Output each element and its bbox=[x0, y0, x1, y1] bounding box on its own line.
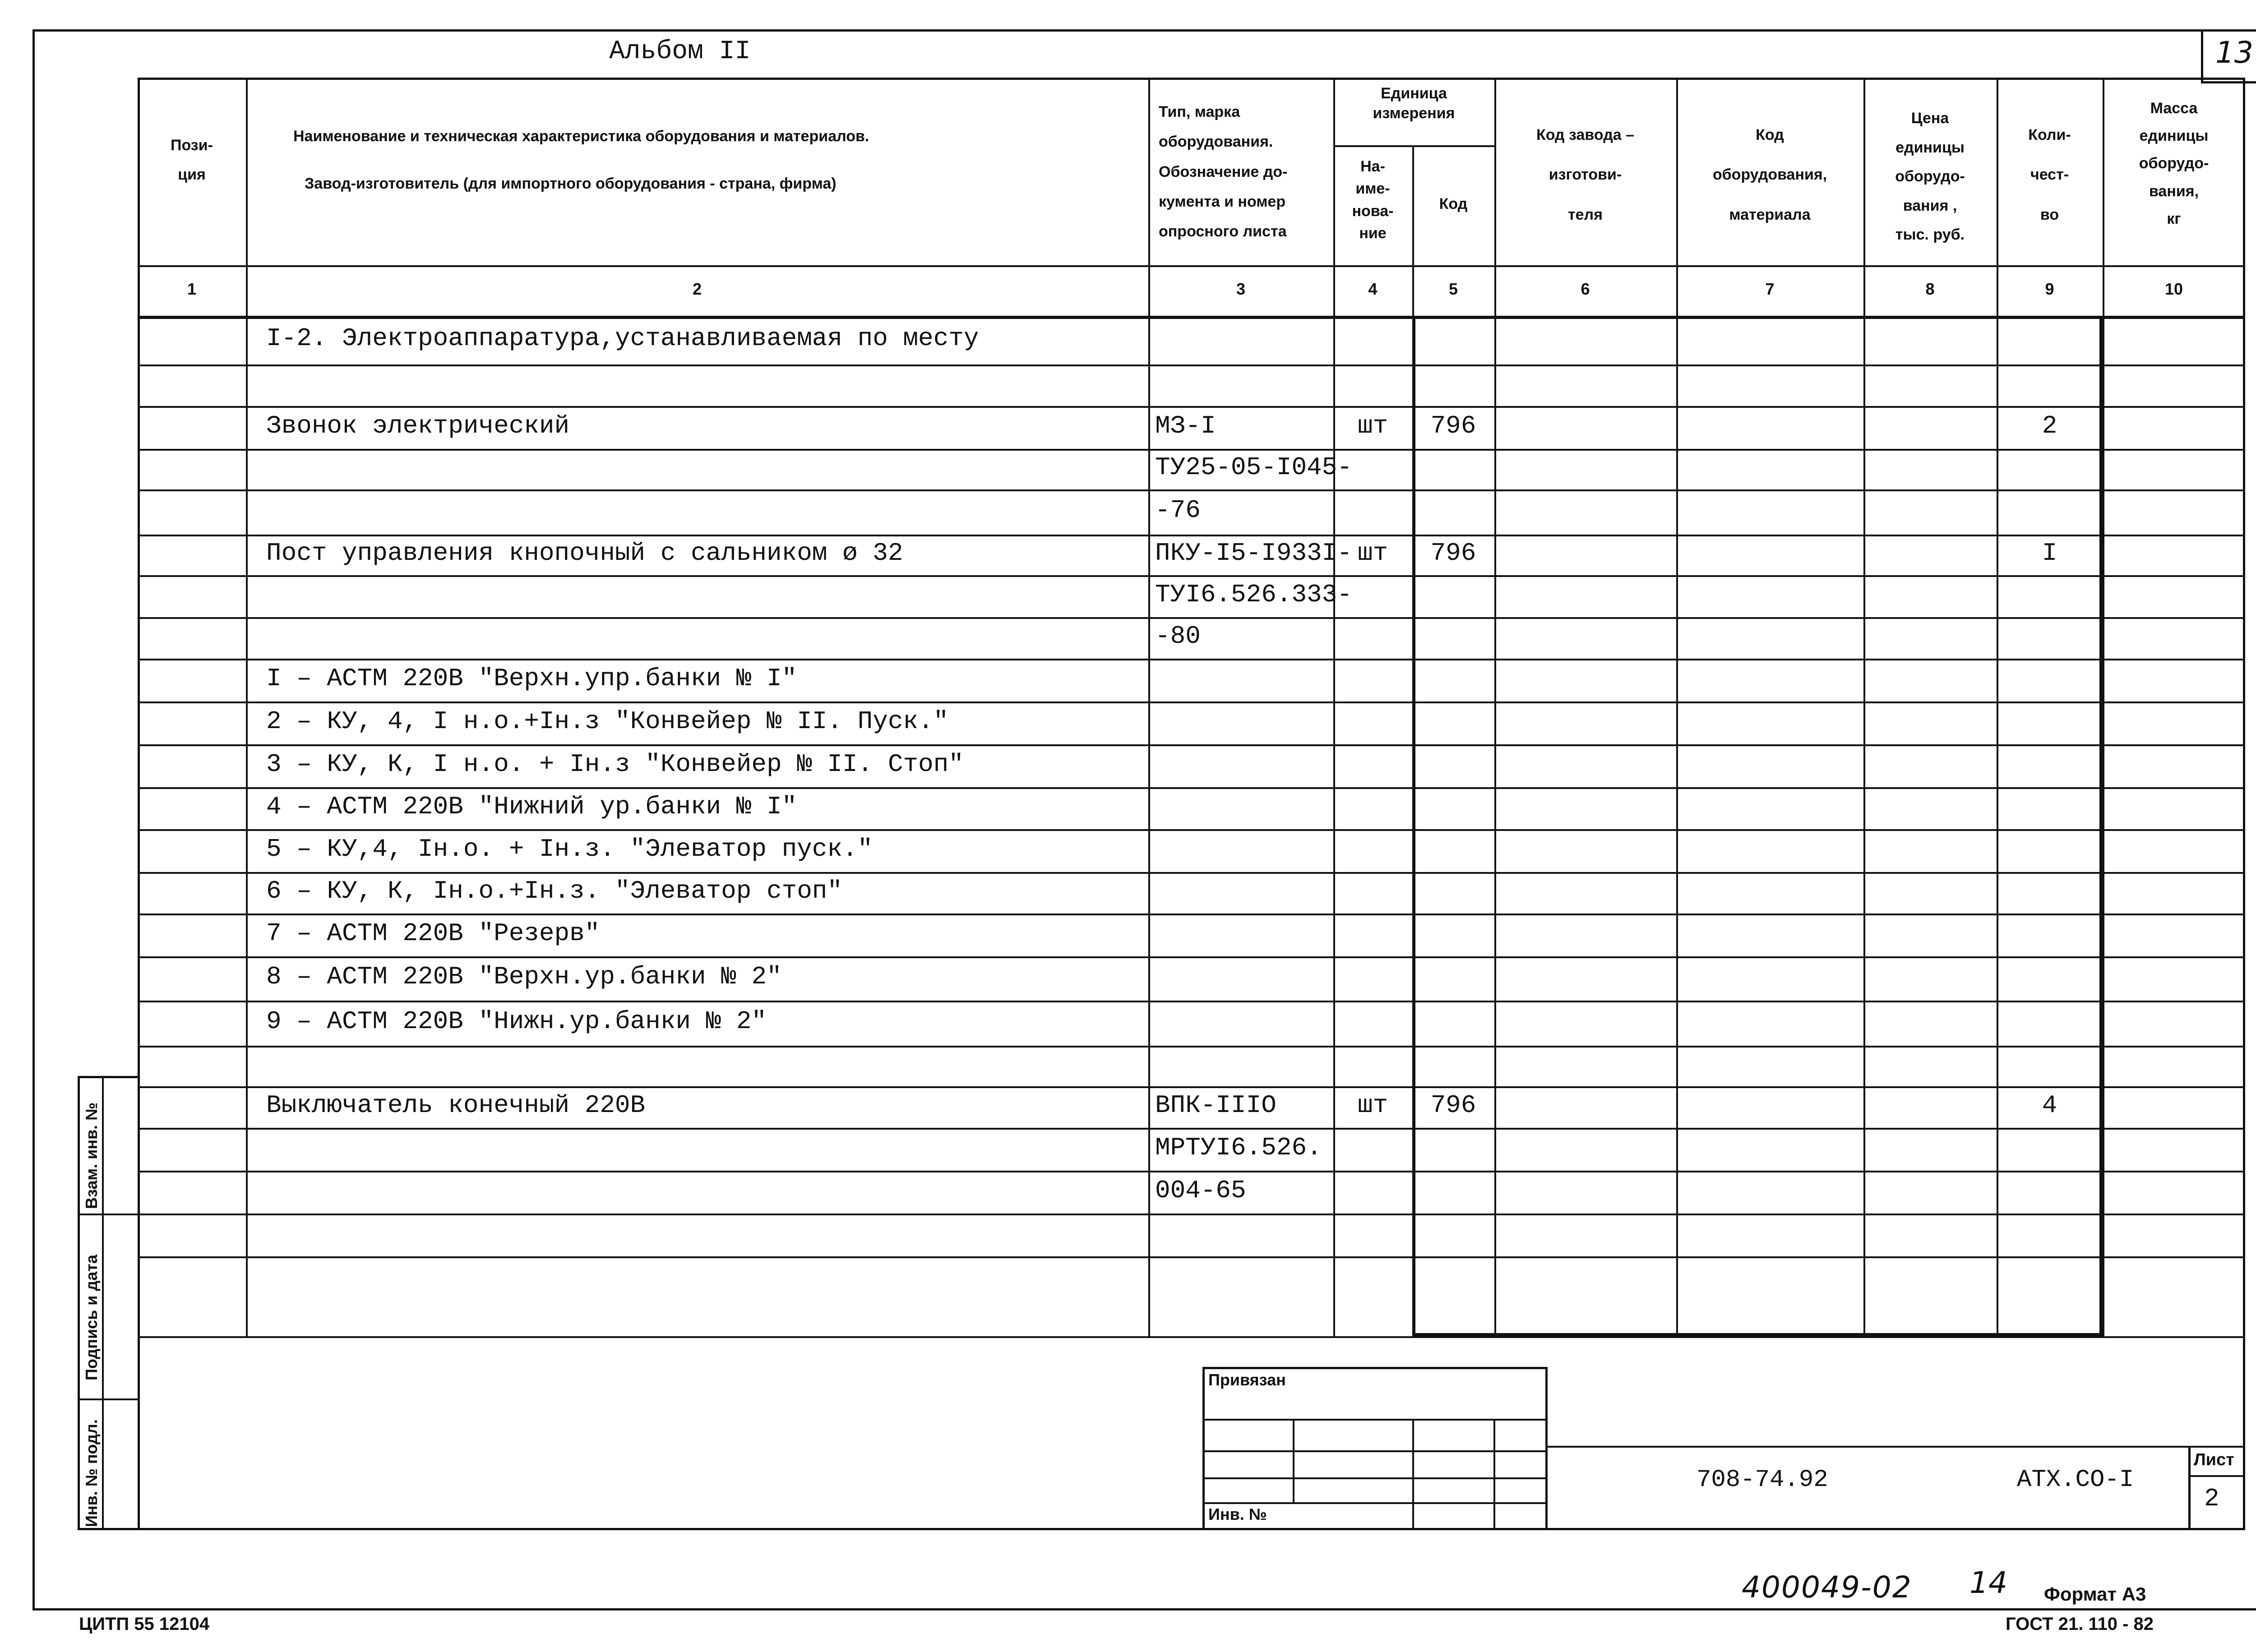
table-row-line bbox=[138, 449, 2245, 451]
table-row-line bbox=[138, 956, 2245, 958]
row-type: -76 bbox=[1155, 496, 1201, 525]
handwritten-code: 400049-02 bbox=[1742, 1570, 1912, 1605]
table-row-line bbox=[138, 659, 2245, 660]
col-number: 1 bbox=[187, 280, 197, 298]
album-title: Альбом II bbox=[609, 37, 751, 66]
cipt-label: ЦИТП 55 12104 bbox=[79, 1614, 210, 1634]
row-type: ПКУ-I5-I933I- bbox=[1155, 539, 1352, 568]
row-type: ТУI6.526.333- bbox=[1155, 580, 1352, 609]
col-header-price: Цена единицы оборудо- вания , тыс. руб. bbox=[1895, 110, 1965, 244]
table-row-line bbox=[138, 1086, 2245, 1088]
col-number: 2 bbox=[692, 280, 702, 298]
table-row-line bbox=[138, 787, 2245, 789]
col-header-unit-name: На- име- нова- ние bbox=[1352, 158, 1394, 242]
privyazan-line bbox=[1202, 1477, 1548, 1479]
format-label: Формат А3 bbox=[2044, 1583, 2146, 1605]
table-row-line bbox=[138, 1214, 2245, 1215]
table-row-line bbox=[138, 1001, 2245, 1002]
col-number: 10 bbox=[2164, 280, 2183, 298]
col-line bbox=[1148, 78, 1150, 1336]
col-header-qty: Коли- чест- во bbox=[2028, 126, 2071, 223]
row-code: 796 bbox=[1430, 1091, 1476, 1120]
table-row-line bbox=[138, 872, 2245, 874]
row-type: -80 bbox=[1155, 622, 1201, 651]
row-name: Звонок электрический bbox=[266, 411, 570, 440]
row-type: МРТУI6.526. bbox=[1155, 1133, 1322, 1162]
col-header-pos: Пози- ция bbox=[171, 137, 213, 183]
col-header-mass: Масса единицы оборудо- вания, кг bbox=[2139, 100, 2209, 227]
col-number: 5 bbox=[1448, 280, 1458, 298]
list-box-line bbox=[2188, 1475, 2245, 1477]
row-name: 8 – АСТМ 220В "Верхн.ур.банки № 2" bbox=[266, 962, 782, 991]
row-type: ТУ25-05-I045- bbox=[1155, 453, 1352, 482]
row-unit: шт bbox=[1357, 1091, 1388, 1120]
col-number: 8 bbox=[1925, 280, 1935, 298]
privyazan-vline bbox=[1293, 1419, 1294, 1502]
row-code: 796 bbox=[1430, 539, 1476, 568]
col-number: 7 bbox=[1765, 280, 1775, 298]
col-line bbox=[246, 78, 248, 1336]
table-row-line bbox=[138, 914, 2245, 915]
row-type: ВПК-IIIO bbox=[1155, 1091, 1276, 1120]
row-name: 5 – КУ,4, Iн.о. + Iн.з. "Элеватор пуск." bbox=[266, 834, 873, 863]
col-header-equip-code: Код оборудования, материала bbox=[1712, 126, 1827, 223]
row-name: I-2. Электроаппаратура,устанавливаемая по месту bbox=[266, 324, 979, 353]
privyazan-line bbox=[1202, 1502, 1548, 1504]
privyazan-line bbox=[1202, 1419, 1548, 1421]
table-row-line bbox=[138, 1046, 2245, 1047]
row-name: I – АСТМ 220В "Верхн.упр.банки № I" bbox=[266, 664, 797, 693]
corner-sheet-number: 13 bbox=[2215, 35, 2253, 70]
list-label: Лист bbox=[2194, 1450, 2234, 1469]
table-row-line bbox=[138, 829, 2245, 831]
table-row-line bbox=[138, 1336, 2245, 1338]
privyazan-line bbox=[1202, 1450, 1548, 1452]
filled-block-border bbox=[1412, 316, 2103, 1336]
stamp-top-line bbox=[1546, 1446, 2245, 1448]
side-stamp-vzam: Взам. инв. № bbox=[82, 1102, 101, 1209]
row-name: 7 – АСТМ 220В "Резерв" bbox=[266, 918, 600, 948]
col-header-name-2: Завод-изготовитель (для импортного оборудования - страна, фирма) bbox=[305, 175, 837, 192]
row-name: 2 – КУ, 4, I н.о.+Iн.з "Конвейер № II. Пуск." bbox=[266, 706, 949, 736]
table-row-line bbox=[138, 1128, 2245, 1130]
header-bottom-line bbox=[138, 265, 2245, 267]
row-name: Пост управления кнопочный с сальником ø 32 bbox=[266, 539, 903, 568]
col-line bbox=[1333, 78, 1335, 1336]
col-number: 4 bbox=[1368, 280, 1378, 298]
row-qty: 2 bbox=[2042, 411, 2057, 440]
side-stamp-line bbox=[78, 1214, 140, 1215]
list-number: 2 bbox=[2204, 1484, 2219, 1513]
col-header-unit: Единица измерения bbox=[1373, 85, 1455, 122]
col-line bbox=[2103, 78, 2104, 1336]
row-name: 3 – КУ, К, I н.о. + Iн.з "Конвейер № II. Стоп" bbox=[266, 749, 964, 779]
handwritten-page: 14 bbox=[1969, 1565, 2007, 1600]
table-row-line bbox=[138, 406, 2245, 408]
row-name: 9 – АСТМ 220В "Нижн.ур.банки № 2" bbox=[266, 1007, 767, 1036]
col-number: 3 bbox=[1236, 280, 1246, 298]
row-qty: 4 bbox=[2042, 1091, 2057, 1120]
col-number: 9 bbox=[2045, 280, 2054, 298]
table-row-line bbox=[138, 744, 2245, 746]
table-row-line bbox=[138, 489, 2245, 491]
col-header-name-1: Наименование и техническая характеристика оборудования и материалов. bbox=[293, 128, 869, 145]
doc-mark: АТХ.СО-I bbox=[2017, 1466, 2134, 1494]
table-row-line bbox=[138, 1171, 2245, 1172]
privyazan-label: Привязан bbox=[1208, 1371, 1286, 1389]
gost-label: ГОСТ 21. 110 - 82 bbox=[2006, 1614, 2154, 1634]
table-row-line bbox=[138, 617, 2245, 619]
col-header-unit-code: Код bbox=[1439, 195, 1468, 212]
table-row-line bbox=[138, 535, 2245, 536]
row-unit: шт bbox=[1357, 411, 1388, 440]
side-stamp-line bbox=[78, 1398, 140, 1400]
row-code: 796 bbox=[1430, 411, 1476, 440]
row-type: 004-65 bbox=[1155, 1176, 1246, 1205]
row-name: 6 – КУ, К, Iн.о.+Iн.з. "Элеватор стоп" bbox=[266, 877, 843, 905]
row-type: МЗ-I bbox=[1155, 411, 1216, 440]
table-row-line bbox=[138, 1256, 2245, 1258]
col-header-plant-code: Код завода – изготови- теля bbox=[1536, 126, 1635, 223]
row-unit: шт bbox=[1357, 539, 1388, 568]
doc-code: 708-74.92 bbox=[1697, 1466, 1828, 1494]
row-name: 4 – АСТМ 220В "Нижний ур.банки № I" bbox=[266, 792, 797, 821]
table-row-line bbox=[138, 365, 2245, 366]
table-row-line bbox=[138, 701, 2245, 703]
row-qty: I bbox=[2042, 539, 2057, 568]
table-row-line bbox=[138, 575, 2245, 577]
col-header-type: Тип, марка оборудования. Обозначение до- кумента и номер опросного листа bbox=[1159, 103, 1288, 240]
privyazan-vline bbox=[1493, 1419, 1495, 1530]
inv-no-label: Инв. № bbox=[1208, 1505, 1267, 1523]
col-number: 6 bbox=[1581, 280, 1590, 298]
side-stamp-divider bbox=[102, 1076, 104, 1530]
side-stamp-podpis: Подпись и дата bbox=[82, 1255, 101, 1380]
row-name: Выключатель конечный 220В bbox=[266, 1091, 646, 1120]
privyazan-vline bbox=[1412, 1419, 1414, 1530]
side-stamp-inv: Инв. № подл. bbox=[82, 1419, 101, 1527]
